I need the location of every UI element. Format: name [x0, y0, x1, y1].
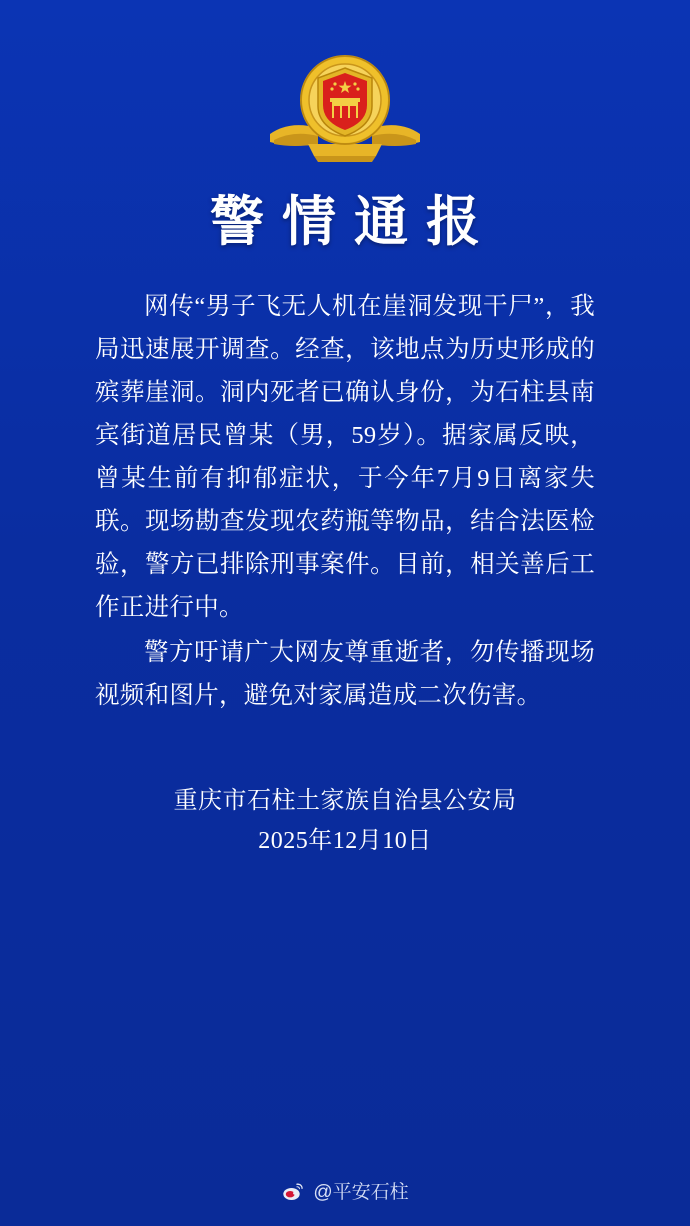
- issuing-organization: 重庆市石柱土家族自治县公安局: [173, 787, 517, 814]
- weibo-account[interactable]: @平安石柱: [313, 1182, 409, 1203]
- announcement-body: [95, 285, 595, 719]
- weibo-icon: [281, 1179, 305, 1203]
- body-paragraph-2: 警方吁请广大网友尊重逝者，勿传播现场视频和图片，避免对家属造成二次伤害。: [95, 638, 595, 709]
- signature-block: [95, 781, 595, 861]
- page-title: 警情通报: [210, 192, 498, 252]
- footer-attribution: [0, 1177, 690, 1204]
- body-paragraph-1: 网传“男子飞无人机在崖洞发现干尸”，我局迅速展开调查。经查，该地点为历史形成的殡葬崖洞。洞内死者已确认身份，为石柱县南宾街道居民曾某（男，59岁）。据家属反映，曾某生前有抑郁症状，于今年7月9日离家失联。现场勘查发现农药瓶等物品，结合法医检验，警方已排除刑事案件。目前，相关善后工作正进行中。: [95, 292, 595, 621]
- china-police-emblem: [260, 48, 430, 168]
- issue-date: 2025年12月10日: [258, 827, 432, 854]
